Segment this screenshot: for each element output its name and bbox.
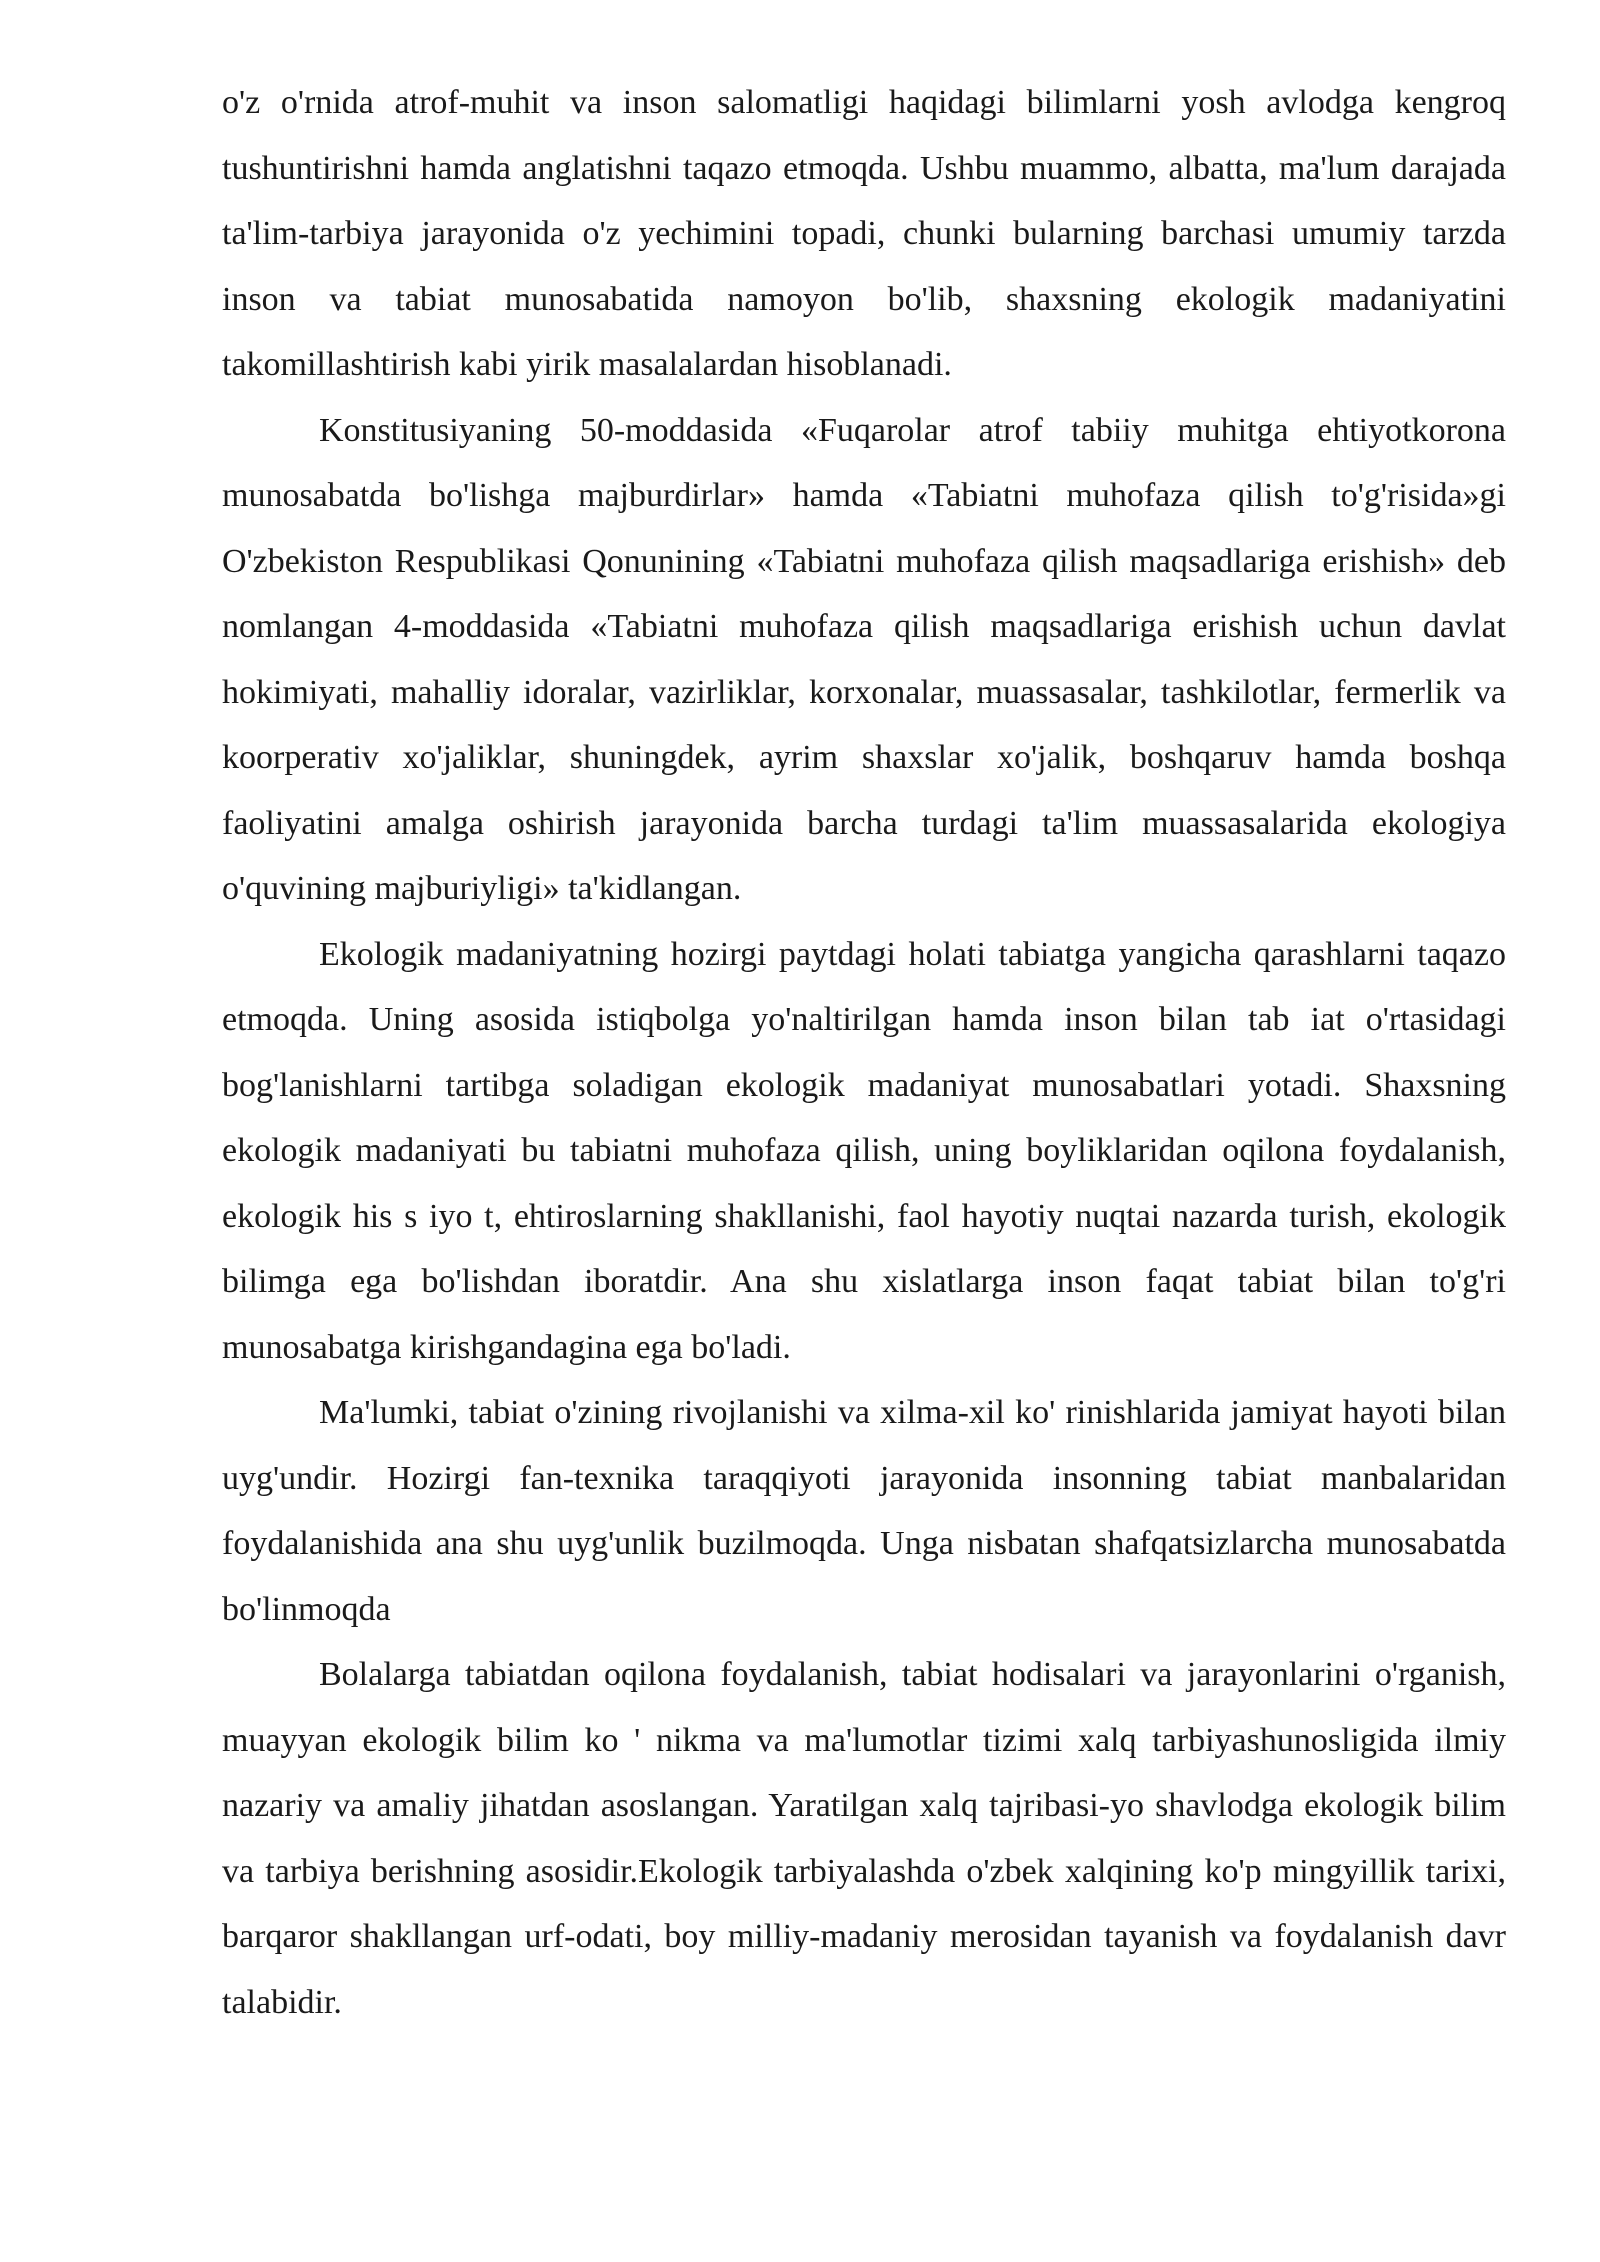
- paragraph-children-education: Bolalarga tabiatdan oqilona foydalanish, tabiat hodisalari va jarayonlarini o'rganish, muayyan ekologik bilim ko ' nikma va ma'lumotlar tizimi xalq tarbiyashunosligida ilmiy nazariy va amaliy jihatdan asoslangan. Yaratilgan xalq tajribasi-yo shavlodga ekologik bilim va tarbiya berishning asosidir.Ekologik tarbiyalashda o'zbek xalqining ko'p mingyillik tarixi, barqaror shakllangan urf-odati, boy milliy-madaniy merosidan tayanish va foydalanish davr talabidir.: [222, 1656, 1506, 2021]
- paragraph-continuation: o'z o'rnida atrof-muhit va inson salomatligi haqidagi bilimlarni yosh avlodga kengroq tushuntirishni hamda anglatishni taqazo etmoqda. Ushbu muammo, albatta, ma'lum darajada ta'lim-tarbiya jarayonida o'z yechimini topadi, chunki bularning barchasi umumiy tarzda inson va tabiat munosabatida namoyon bo'lib, shaxsning ekologik madaniyatini takomillashtirish kabi yirik masalalardan hisoblanadi.: [222, 84, 1506, 383]
- document-page: [222, 70, 1506, 2035]
- paragraph-nature-harmony: Ma'lumki, tabiat o'zining rivojlanishi va xilma-xil ko' rinishlarida jamiyat hayoti bilan uyg'undir. Hozirgi fan-texnika taraqqiyoti jarayonida insonning tabiat manbalaridan foydalanishida ana shu uyg'unlik buzilmoqda. Unga nisbatan shafqatsizlarcha munosabatda bo'linmoqda: [222, 1394, 1506, 1628]
- paragraph-constitution: Konstitusiyaning 50-moddasida «Fuqarolar atrof tabiiy muhitga ehtiyotkorona munosabatda bo'lishga majburdirlar» hamda «Tabiatni muhofaza qilish to'g'risida»gi O'zbekiston Respublikasi Qonunining «Tabiatni muhofaza qilish maqsadlariga erishish» deb nomlangan 4-moddasida «Tabiatni muhofaza qilish maqsadlariga erishish uchun davlat hokimiyati, mahalliy idoralar, vazirliklar, korxonalar, muassasalar, tashkilotlar, fermerlik va koorperativ xo'jaliklar, shuningdek, ayrim shaxslar xo'jalik, boshqaruv hamda boshqa faoliyatini amalga oshirish jarayonida barcha turdagi ta'lim muassasalarida ekologiya o'quvining majburiyligi» ta'kidlangan.: [222, 411, 1506, 907]
- paragraph-ecological-culture: Ekologik madaniyatning hozirgi paytdagi holati tabiatga yangicha qarashlarni taqazo etmoqda. Uning asosida istiqbolga yo'naltirilgan hamda inson bilan tab iat o'rtasidagi bog'lanishlarni tartibga soladigan ekologik madaniyat munosabatlari yotadi. Shaxsning ekologik madaniyati bu tabiatni muhofaza qilish, uning boyliklaridan oqilona foydalanish, ekologik his s iyo t, ehtiroslarning shakllanishi, faol hayotiy nuqtai nazarda turish, ekologik bilimga ega bo'lishdan iboratdir. Ana shu xislatlarga inson faqat tabiat bilan to'g'ri munosabatga kirishgandagina ega bo'ladi.: [222, 935, 1506, 1366]
